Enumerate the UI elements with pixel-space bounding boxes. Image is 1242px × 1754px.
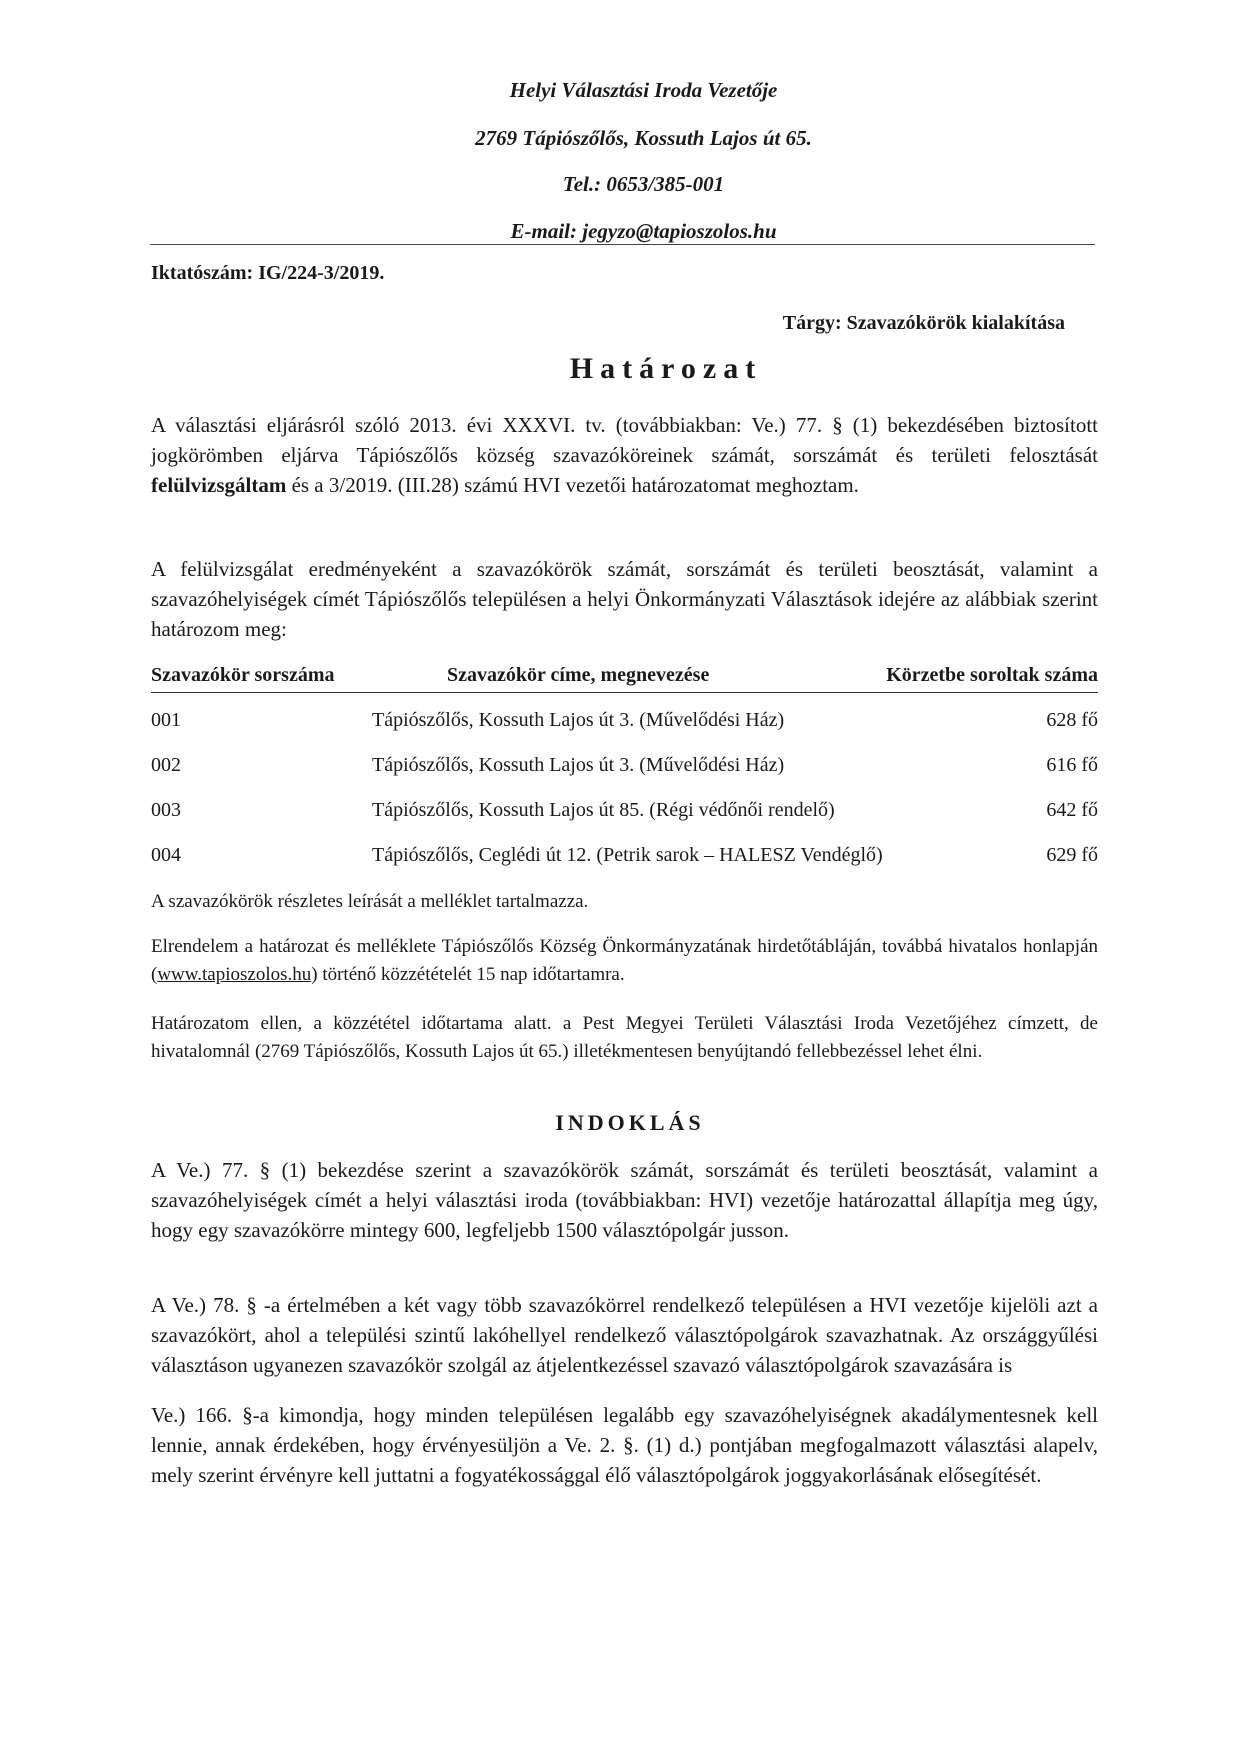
table-row: [151, 738, 1098, 783]
district-count: 628 fő: [1046, 709, 1098, 731]
publication-text-a: Elrendelem a határozat és melléklete Tápiószőlős Község Önkormányzatának hirdetőtábláján, továbbá hivatalos honlapján (: [151, 936, 1098, 985]
district-count: 629 fő: [1046, 844, 1098, 866]
intro-text-a: A választási eljárásról szóló 2013. évi XXXVI. tv. (továbbiakban: Ve.) 77. § (1) bekezdésében biztosított jogkörömben eljárva Tápiószőlős község szavazóköreinek számát, sorszámát és területi felosztását: [151, 413, 1098, 467]
office-phone: Tel.: 0653/385-001: [562, 172, 725, 196]
district-address: Tápiószőlős, Kossuth Lajos út 3. (Művelődési Ház): [372, 709, 785, 731]
document-title: Határozat: [569, 352, 763, 385]
reasoning-paragraph: A Ve.) 77. § (1) bekezdése szerint a szavazókörök számát, sorszámát és területi beosztását, valamint a szavazóhelyiségek címét a helyi választási iroda (továbbiakban: HVI) vezetője határozattal állapítja meg úgy, hogy egy szavazókörre mintegy 600, legfeljebb 1500 választópolgár jusson.: [151, 1158, 1098, 1242]
intro-paragraph: [151, 410, 1098, 500]
district-number: 004: [151, 844, 181, 866]
review-paragraph: A felülvizsgálat eredményeként a szavazókörök számát, sorszámát és területi beosztását, valamint a szavazóhelyiségek címét Tápiószőlős településen a helyi Önkormányzati Választások idejére az alábbiak szerint határozom meg:: [151, 557, 1098, 641]
reasoning-title: INDOKLÁS: [555, 1110, 705, 1135]
col-header-number: Szavazókör sorszáma: [151, 664, 335, 686]
district-number: 002: [151, 754, 181, 776]
district-count: 616 fő: [1046, 754, 1098, 776]
publication-text-b: ) történő közzétételét 15 nap időtartamra.: [311, 964, 625, 985]
district-address: Tápiószőlős, Kossuth Lajos út 3. (Művelődési Ház): [372, 754, 785, 776]
registration-number: Iktatószám: IG/224-3/2019.: [151, 262, 385, 284]
office-address: 2769 Tápiószőlős, Kossuth Lajos út 65.: [475, 126, 812, 150]
header-divider: [150, 244, 1095, 245]
reasoning-paragraph: A Ve.) 78. § -a értelmében a két vagy több szavazókörrel rendelkező településen a HVI vezetője kijelöli azt a szavazókört, ahol a települési szintű lakóhellyel rendelkező választópolgárok szavazhatnak. Az országgyűlési választáson ugyanezen szavazókör szolgál az átjelentkezéssel szavazó választópolgárok szavazására is: [151, 1293, 1098, 1377]
table-row: [151, 828, 1098, 873]
table-row: [151, 693, 1098, 738]
website-link[interactable]: www.tapioszolos.hu: [157, 964, 312, 985]
subject-line: Tárgy: Szavazókörök kialakítása: [782, 312, 1065, 334]
table-row: [151, 783, 1098, 828]
office-name: Helyi Választási Iroda Vezetője: [509, 78, 778, 102]
annex-note: A szavazókörök részletes leírását a melléklet tartalmazza.: [151, 891, 589, 912]
intro-bold: felülvizsgáltam: [151, 473, 287, 497]
appeal-paragraph: Határozatom ellen, a közzététel időtartama alatt. a Pest Megyei Területi Választási Iroda Vezetőjéhez címzett, de hivatalomnál (2769 Tápiószőlős, Kossuth Lajos út 65.) illetékmentesen benyújtandó fellebbezéssel lehet élni.: [151, 1013, 1098, 1062]
reasoning-paragraph: Ve.) 166. §-a kimondja, hogy minden településen legalább egy szavazóhelyiségnek akadálymentesnek kell lennie, annak érdekében, hogy érvényesüljön a Ve. 2. §. (1) d.) pontjában megfogalmazott választási alapelv, mely szerint érvényre kell juttatni a fogyatékossággal élő választópolgárok joggyakorlásának elősegítését.: [151, 1403, 1098, 1487]
publication-paragraph: [151, 933, 1098, 989]
intro-text-b: és a 3/2019. (III.28) számú HVI vezetői határozatomat meghoztam.: [286, 473, 859, 497]
district-number: 001: [151, 709, 181, 731]
district-count: 642 fő: [1046, 799, 1098, 821]
district-address: Tápiószőlős, Kossuth Lajos út 85. (Régi védőnői rendelő): [372, 799, 835, 821]
col-header-count: Körzetbe soroltak száma: [886, 664, 1098, 686]
district-number: 003: [151, 799, 181, 821]
office-email: E-mail: jegyzo@tapioszolos.hu: [510, 219, 777, 243]
table-header: [151, 662, 1098, 693]
col-header-address: Szavazókör címe, megnevezése: [447, 664, 710, 686]
district-address: Tápiószőlős, Ceglédi út 12. (Petrik sarok – HALESZ Vendéglő): [372, 844, 883, 866]
polling-district-table: [151, 662, 1098, 873]
